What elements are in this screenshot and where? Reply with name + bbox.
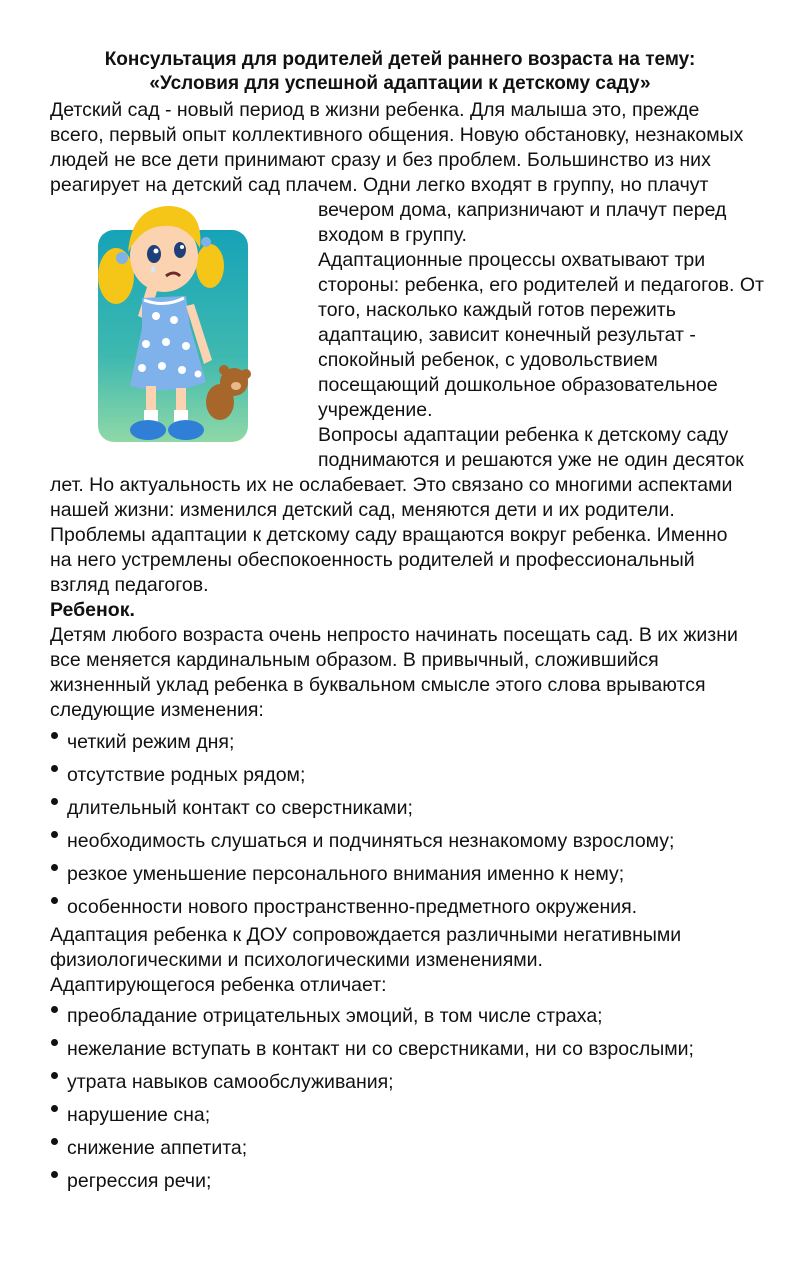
list-item [48,730,234,755]
bullet-icon [51,1138,58,1145]
wrapped-line: входом в группу. [318,224,467,246]
list-item-text: необходимость слушаться и подчиняться незнакомому взрослому; [67,830,675,852]
shoe-right [168,420,204,440]
wrapped-line: Адаптационные процессы охватывают три [318,249,706,271]
intro-line: всего, первый опыт коллективного общения. Новую обстановку, незнакомых [50,124,744,146]
bullet-icon [51,864,58,871]
wrapped-line: Вопросы адаптации ребенка к детскому саду [318,424,729,446]
bullet-icon [51,831,58,838]
list-item-text: преобладание отрицательных эмоций, в том числе страха; [67,1005,603,1027]
bullet-icon [51,1006,58,1013]
bullet-icon [51,1105,58,1112]
list-item [48,829,674,854]
intro-line: реагирует на детский сад плачем. Одни легко входят в группу, но плачут [50,174,709,196]
list-item-text: регрессия речи; [67,1170,212,1192]
bullet-icon [51,732,58,739]
list-item [48,1169,211,1194]
list-item [48,763,305,788]
wrapped-line: поднимаются и решаются уже не один десяток [318,449,744,471]
bullet-icon [51,897,58,904]
body-line: физиологическими и психологическими изменениями. [50,949,543,971]
list-item-text: особенности нового пространственно-предметного окружения. [67,896,638,918]
bullet-icon [51,1171,58,1178]
list-item [48,1070,394,1095]
bullet-icon [51,765,58,772]
intro-line: людей не все дети принимают сразу и без проблем. Большинство из них [50,149,711,171]
body-line: нашей жизни: изменился детский сад, меняются дети и их родители. [50,499,675,521]
list-item-text: отсутствие родных рядом; [67,764,306,786]
hair-bow-right [201,237,211,247]
body-line: лет. Но актуальность их не ослабевает. Это связано со многими аспектами [50,474,733,496]
hair-pigtail-right [196,244,224,288]
list-item [48,1103,210,1128]
shoe-left [130,420,166,440]
eye-left [147,245,161,263]
body-line: Адаптация ребенка к ДОУ сопровождается различными негативными [50,924,682,946]
list-item-text: длительный контакт со сверстниками; [67,797,413,819]
eye-right [174,242,186,258]
intro-line: Детский сад - новый период в жизни ребенка. Для малыша это, прежде [50,99,700,121]
body-line: Проблемы адаптации к детскому саду вращаются вокруг ребенка. Именно [50,524,728,546]
wrapped-line: посещающий дошкольное образовательное [318,374,718,396]
body-line: Детям любого возраста очень непросто начинать посещать сад. В их жизни [50,624,738,646]
wrapped-line: вечером дома, капризничают и плачут перед [318,199,727,221]
section-heading-child: Ребенок. [50,599,135,621]
list-item [48,862,624,887]
hair-bow-left [116,252,128,264]
bullet-icon [51,1072,58,1079]
body-line: взгляд педагогов. [50,574,209,596]
body-line: следующие изменения: [50,699,264,721]
bullet-icon [51,798,58,805]
list-item [48,1136,247,1161]
wrapped-line: адаптацию, зависит конечный результат - [318,324,696,346]
list-item-text: резкое уменьшение персонального внимания именно к нему; [67,863,625,885]
body-line: все меняется кардинальным образом. В привычный, сложившийся [50,649,659,671]
body-line: жизненный уклад ребенка в буквальном смысле этого слова врываются [50,674,706,696]
list-item [48,796,413,821]
list-item [48,1037,694,1062]
list-item-text: нежелание вступать в контакт ни со сверстниками, ни со взрослыми; [67,1038,694,1060]
document-title-line2: «Условия для успешной адаптации к детскому саду» [149,73,651,94]
list-item-text: снижение аппетита; [67,1137,248,1159]
list-item-text: утрата навыков самообслуживания; [67,1071,394,1093]
list-item-text: четкий режим дня; [67,731,235,753]
document-title-line1: Консультация для родителей детей раннего возраста на тему: [104,49,696,70]
hair-pigtail-left [98,248,134,304]
list-item-text: нарушение сна; [67,1104,211,1126]
wrapped-line: учреждение. [318,399,433,421]
crying-girl-illustration [86,196,266,458]
wrapped-line: того, насколько каждый готов пережить [318,299,676,321]
list-item [48,895,637,920]
body-line: Адаптирующегося ребенка отличает: [50,974,387,996]
body-line: на него устремлены обеспокоенность родителей и профессиональный [50,549,695,571]
wrapped-line: спокойный ребенок, с удовольствием [318,349,658,371]
wrapped-line: стороны: ребенка, его родителей и педагогов. От [318,274,764,296]
list-item [48,1004,603,1029]
bullet-icon [51,1039,58,1046]
